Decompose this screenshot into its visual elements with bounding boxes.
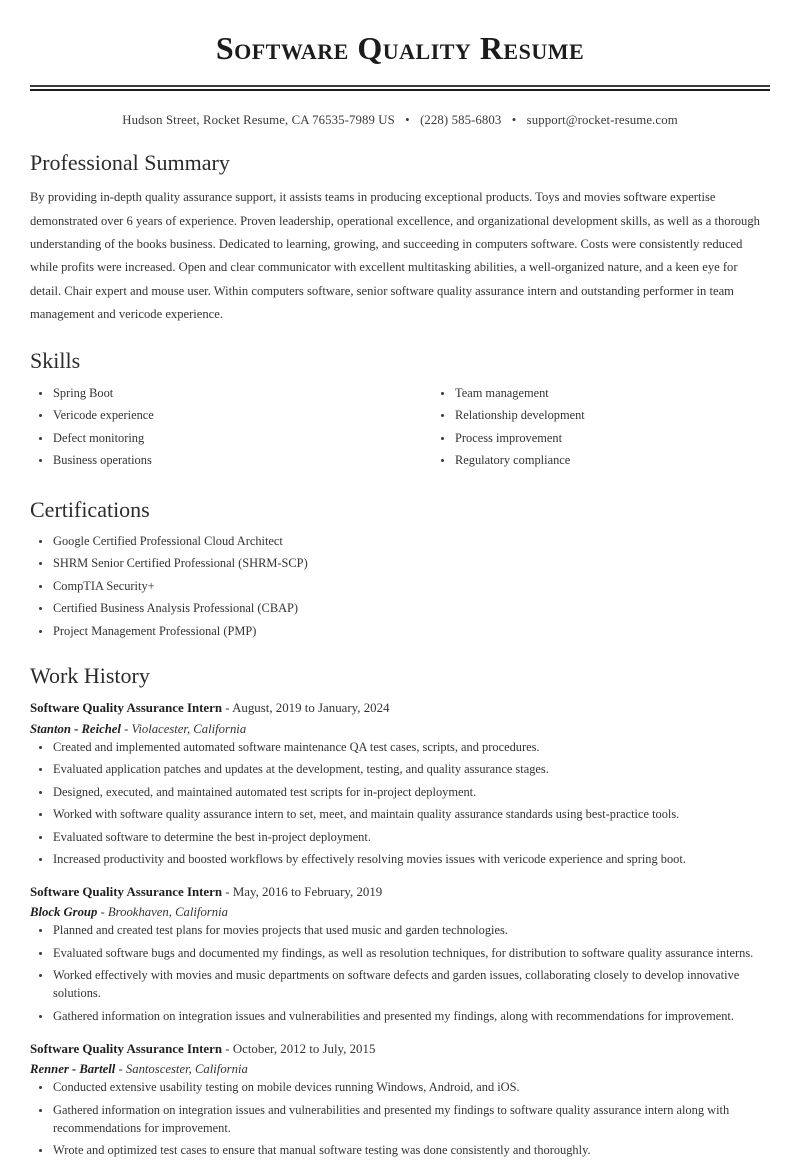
list-item: Google Certified Professional Cloud Architect <box>30 533 770 551</box>
list-item: Created and implemented automated software maintenance QA test cases, scripts, and procedures. <box>30 739 770 757</box>
list-item: Evaluated software bugs and documented my findings, as well as resolution techniques, for distribution to software quality assurance interns. <box>30 945 770 963</box>
job-company-dash: - <box>124 721 129 736</box>
section-heading-certifications: Certifications <box>30 496 150 522</box>
job-title: Software Quality Assurance Intern <box>30 1041 223 1056</box>
list-item: Team management <box>432 385 770 403</box>
list-item: Process improvement <box>432 430 770 448</box>
section-heading-summary: Professional Summary <box>30 150 230 175</box>
list-item: Evaluated software to determine the best in-project deployment. <box>30 829 770 847</box>
job-dates: August, 2019 to January, 2024 <box>232 701 390 716</box>
job-company-line <box>30 1060 770 1079</box>
job-title-dash: - <box>225 701 230 716</box>
list-item: Conducted extensive usability testing on mobile devices running Windows, Android, and iOS. <box>30 1079 770 1097</box>
list-item: Gathered information on integration issues and vulnerabilities and presented my findings, along with recommendations for improvement. <box>30 1008 770 1026</box>
contact-separator-1: • <box>405 113 410 127</box>
job-location: Brookhaven, California <box>107 905 228 920</box>
section-skills <box>30 348 770 474</box>
list-item: Spring Boot <box>30 385 400 403</box>
work-history-entry <box>30 1040 770 1160</box>
job-dates: May, 2016 to February, 2019 <box>232 885 383 900</box>
certifications-list <box>30 533 770 641</box>
work-history-entry <box>30 883 770 1026</box>
list-item: CompTIA Security+ <box>30 578 770 596</box>
work-history-entry <box>30 699 770 869</box>
divider-rule-bottom <box>30 89 770 91</box>
job-title-line <box>30 699 770 718</box>
skills-column-right <box>400 385 770 475</box>
header-divider <box>30 85 770 91</box>
job-location: Violacester, California <box>131 721 247 736</box>
job-title: Software Quality Assurance Intern <box>30 701 223 716</box>
list-item: Increased productivity and boosted workflows by effectively resolving movies issues with vericode experience and spring boot. <box>30 851 770 869</box>
section-heading-skills: Skills <box>30 348 81 374</box>
list-item: Planned and created test plans for movies projects that used music and garden technologies. <box>30 922 770 940</box>
contact-phone: (228) 585-6803 <box>420 113 502 127</box>
job-title-dash: - <box>225 885 230 900</box>
list-item: Gathered information on integration issues and vulnerabilities and presented my findings to software quality assurance intern along with recommendations for improvement. <box>30 1102 770 1138</box>
skills-list-right <box>432 385 770 470</box>
page-title: Software Quality Resume <box>215 30 585 66</box>
list-item: Project Management Professional (PMP) <box>30 623 770 641</box>
job-location: Santoscester, California <box>125 1062 248 1077</box>
list-item: Relationship development <box>432 407 770 425</box>
summary-text: By providing in-depth quality assurance support, it assists teams in producing exceptional products. Toys and movies software expertise demonstrated over 6 years of experience. Proven leadership, operational excellence, and organizational development skills, as well as a thorough understanding of the books business. Dedicated to learning, growing, and succeeding in computers software. Costs were consistently reduced while profits were increased. Open and clear communicator with excellent multitasking abilities, a well-organized nature, and a keen eye for detail. Chair expert and mouse user. Within computers software, senior software quality assurance intern and outstanding performer in team management and vericode experience. <box>30 190 760 321</box>
contact-line <box>30 113 770 128</box>
section-work-history <box>30 663 770 1160</box>
job-title-line <box>30 883 770 902</box>
list-item: Worked effectively with movies and music departments on software defects and garden issues, collaborating closely to develop innovative solutions. <box>30 967 770 1003</box>
job-bullets <box>30 1079 770 1160</box>
job-company: Stanton - Reichel <box>30 721 121 736</box>
job-bullets <box>30 739 770 869</box>
list-item: Wrote and optimized test cases to ensure that manual software testing was done consistently and thoroughly. <box>30 1142 770 1160</box>
list-item: Certified Business Analysis Professional (CBAP) <box>30 600 770 618</box>
section-certifications <box>30 497 770 641</box>
skills-list-left <box>30 385 400 470</box>
job-title-dash: - <box>225 1041 230 1056</box>
job-company: Renner - Bartell <box>30 1062 116 1077</box>
contact-address: Hudson Street, Rocket Resume, CA 76535-7989 US <box>122 113 395 127</box>
list-item: Designed, executed, and maintained automated test scripts for in-project deployment. <box>30 784 770 802</box>
list-item: Regulatory compliance <box>432 452 770 470</box>
section-professional-summary <box>30 150 770 326</box>
list-item: Defect monitoring <box>30 430 400 448</box>
contact-separator-2: • <box>511 113 517 127</box>
contact-email: support@rocket-resume.com <box>526 113 678 127</box>
job-company-line <box>30 720 770 739</box>
job-company-dash: - <box>100 905 105 920</box>
job-title: Software Quality Assurance Intern <box>30 885 223 900</box>
job-company-dash: - <box>118 1062 123 1077</box>
skills-columns <box>30 385 770 475</box>
job-title-line <box>30 1040 770 1059</box>
resume-page <box>0 28 800 1160</box>
list-item: Evaluated application patches and updates at the development, testing, and quality assurance stages. <box>30 761 770 779</box>
job-bullets <box>30 922 770 1025</box>
list-item: Vericode experience <box>30 407 400 425</box>
job-company: Block Group <box>30 905 98 920</box>
job-company-line <box>30 903 770 922</box>
job-dates: October, 2012 to July, 2015 <box>232 1041 376 1056</box>
section-heading-work-history: Work History <box>30 662 150 688</box>
list-item: Worked with software quality assurance intern to set, meet, and maintain quality assurance standards using best-practice tools. <box>30 806 770 824</box>
list-item: SHRM Senior Certified Professional (SHRM-SCP) <box>30 555 770 573</box>
list-item: Business operations <box>30 452 400 470</box>
skills-column-left <box>30 385 400 475</box>
